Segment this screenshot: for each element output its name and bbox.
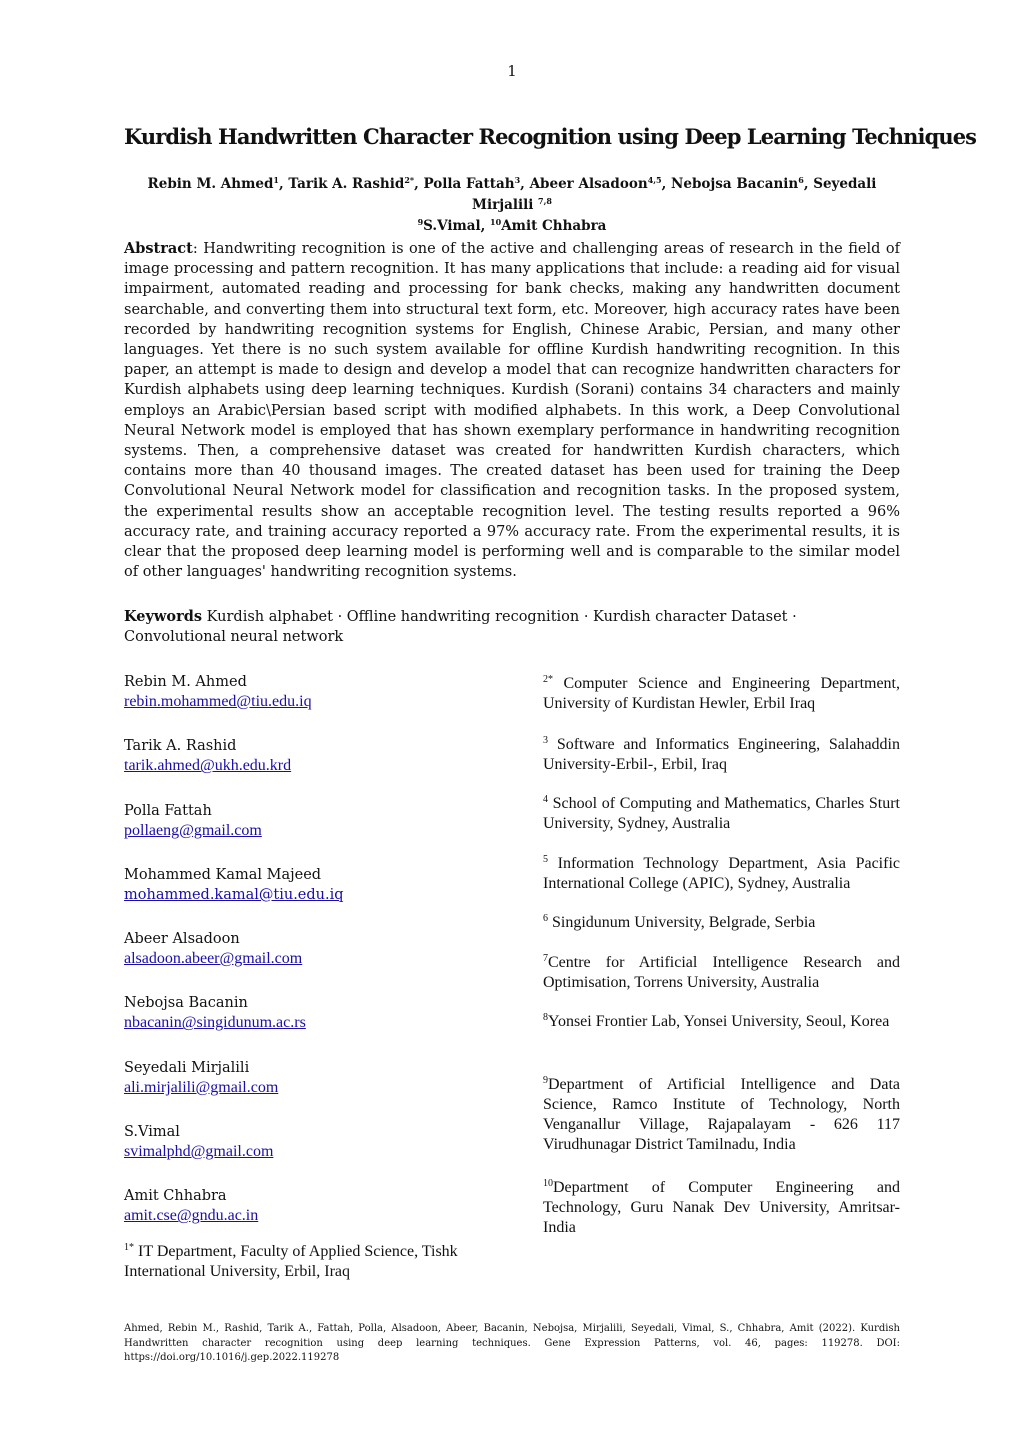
affiliation-item <box>543 674 900 714</box>
affiliation-text: School of Computing and Mathematics, Charles Sturt University, Sydney, Australia <box>543 795 900 832</box>
contact-name: Tarik A. Rashid <box>124 738 237 755</box>
author-list <box>124 174 900 237</box>
affiliation-text: IT Department, Faculty of Applied Science, Tishk International University, Erbil, Iraq <box>124 1243 458 1280</box>
affiliation-text: Yonsei Frontier Lab, Yonsei University, Seoul, Korea <box>548 1013 890 1030</box>
contact-name: Seyedali Mirjalili <box>124 1059 250 1076</box>
keywords-text: Kurdish alphabet · Offline handwriting recognition · Kurdish character Dataset · Convolutional neural network <box>124 609 797 646</box>
author-affil-sup: 4,5 <box>647 175 662 185</box>
affiliation-text: Software and Informatics Engineering, Salahaddin University-Erbil-, Erbil, Iraq <box>543 736 900 773</box>
page-number: 1 <box>507 62 517 80</box>
affiliation-item <box>543 913 900 933</box>
paper-title: Kurdish Handwritten Character Recognition using Deep Learning Techniques <box>124 124 977 149</box>
contact-email-link[interactable]: pollaeng@gmail.com <box>124 821 262 839</box>
affiliation-text: Department of Computer Engineering and Technology, Guru Nanak Dev University, Amritsar-India <box>543 1179 900 1236</box>
contact-entry <box>124 865 524 929</box>
affiliation-sup: 10 <box>543 1178 553 1189</box>
author-affil-sup: 2* <box>404 175 415 185</box>
author-affil-sup: 7,8 <box>538 196 552 206</box>
affiliation-item <box>543 1075 900 1155</box>
contact-name: Polla Fattah <box>124 802 212 819</box>
affiliation-text: Computer Science and Engineering Department, University of Kurdistan Hewler, Erbil Iraq <box>543 675 900 712</box>
author-affil-sup: 6 <box>798 175 804 185</box>
keywords <box>124 607 900 647</box>
contact-entry <box>124 672 524 736</box>
contact-email-link[interactable]: amit.cse@gndu.ac.in <box>124 1207 259 1225</box>
affiliation-sup: 8 <box>543 1012 548 1023</box>
author-name: Amit Chhabra <box>501 218 607 234</box>
affiliation-sup: 5 <box>543 854 548 865</box>
author-name: Seyedali Mirjalili <box>472 176 877 213</box>
affiliation-sup: 6 <box>543 913 548 924</box>
author-name: Abeer Alsadoon <box>529 176 648 192</box>
contact-entry <box>124 929 524 993</box>
contact-email-link[interactable]: nbacanin@singidunum.ac.rs <box>124 1014 306 1032</box>
contact-email-link[interactable]: mohammed.kamal@tiu.edu.iq <box>124 886 344 903</box>
keywords-label: Keywords <box>124 608 203 625</box>
contact-name: Abeer Alsadoon <box>124 931 240 948</box>
affiliation-sup: 3 <box>543 735 548 746</box>
contact-entry <box>124 1122 524 1186</box>
contact-email-link[interactable]: alsadoon.abeer@gmail.com <box>124 950 303 968</box>
abstract <box>124 239 900 582</box>
affiliation-sup: 2* <box>543 674 553 685</box>
affiliation-sup: 7 <box>543 953 548 964</box>
affiliation-item <box>543 1178 900 1238</box>
contact-email-link[interactable]: ali.mirjalili@gmail.com <box>124 1078 279 1096</box>
affiliation-text: Information Technology Department, Asia Pacific International College (APIC), Sydney, Australia <box>543 855 900 892</box>
affiliation-item <box>543 854 900 894</box>
author-contacts <box>124 672 524 1251</box>
affiliation-text: Centre for Artificial Intelligence Research and Optimisation, Torrens University, Australia <box>543 954 900 991</box>
contact-email-link[interactable]: rebin.mohammed@tiu.edu.iq <box>124 693 312 710</box>
contact-entry <box>124 993 524 1057</box>
abstract-text: : Handwriting recognition is one of the active and challenging areas of research in the field of image processing and pattern recognition. It has many applications that include: a reading aid for visual impairment, automated reading and processing for bank checks, making any handwritten document searchable, and converting them into structural text form, etc. Moreover, high accuracy rates have been recorded by handwriting recognition systems for English, Chinese Arabic, Persian, and many other languages. Yet there is no such system available for offline Kurdish handwriting recognition. In this paper, an attempt is made to design and develop a model that can recognize handwritten characters for Kurdish alphabets using deep learning techniques. Kurdish (Sorani) contains 34 characters and mainly employs an Arabic\Persian based script with modified alphabets. In this work, a Deep Convolutional Neural Network model is employed that has shown exemplary performance in handwriting recognition systems. Then, a comprehensive dataset was created for handwritten Kurdish characters, which contains more than 40 thousand images. The created dataset has been used for training the Deep Convolutional Neural Network model for classification and recognition tasks. In the proposed system, the experimental results show an acceptable recognition level. The testing results reported a 96% accuracy rate, and training accuracy reported a 97% accuracy rate. From the experimental results, it is clear that the proposed deep learning model is performing well and is comparable to the similar model of other languages' handwriting recognition systems. <box>124 241 900 581</box>
contact-name: Mohammed Kamal Majeed <box>124 866 322 883</box>
author-affil-sup: 3 <box>514 175 521 185</box>
contact-entry <box>124 1058 524 1122</box>
author-name: Rebin M. Ahmed <box>147 176 274 192</box>
affiliation-sup: 9 <box>543 1075 548 1086</box>
affiliation-1 <box>124 1242 484 1282</box>
affiliation-item <box>543 953 900 993</box>
author-name: Nebojsa Bacanin <box>671 176 799 192</box>
affiliation-item <box>543 1012 900 1032</box>
abstract-label: Abstract <box>124 240 193 257</box>
affiliation-sup: 4 <box>543 794 548 805</box>
author-affil-sup: 1 <box>273 175 279 185</box>
author-line-2: $^9$S.Vimal, $^{10}$Amit Chhabra <box>417 217 607 234</box>
affiliation-text: Singidunum University, Belgrade, Serbia <box>548 914 816 931</box>
affiliation-text: Department of Artificial Intelligence and Data Science, Ramco Institute of Technology, North Venganallur Village, Rajapalayam - 626 117 Virudhunagar District Tamilnadu, India <box>543 1076 900 1153</box>
contact-name: Amit Chhabra <box>124 1188 227 1205</box>
author-affil-sup: 10 <box>490 217 502 227</box>
author-name: S.Vimal <box>423 218 481 234</box>
contact-name: Nebojsa Bacanin <box>124 995 248 1012</box>
contact-name: S.Vimal <box>124 1124 180 1141</box>
author-affil-sup: 9 <box>417 217 424 227</box>
author-line-1: Rebin M. Ahmed$^1$, Tarik A. Rashid$^{2*}$, Polla Fattah$^3$, Abeer Alsadoon$^{4,5}$, Nebojsa Bacanin$^6$, Seyedali Mirjalili $^{7,8}$ <box>147 175 877 213</box>
contact-name: Rebin M. Ahmed <box>124 674 247 690</box>
contact-entry <box>124 801 524 865</box>
contact-email-link[interactable]: svimalphd@gmail.com <box>124 1143 274 1161</box>
author-name: Tarik A. Rashid <box>288 176 405 192</box>
author-name: Polla Fattah <box>423 176 515 192</box>
contact-entry <box>124 736 524 800</box>
affiliation-item <box>543 794 900 834</box>
citation-footer: Ahmed, Rebin M., Rashid, Tarik A., Fattah, Polla, Alsadoon, Abeer, Bacanin, Nebojsa, Mirjalili, Seyedali, Vimal, S., Chhabra, Amit (2022). Kurdish Handwritten character recognition using deep learning techniques. Gene Expression Patterns, vol. 46, pages: 119278. DOI: https://doi.org/10.1016/j.gep.2022.119278 <box>124 1323 900 1363</box>
contact-email-link[interactable]: tarik.ahmed@ukh.edu.krd <box>124 757 292 775</box>
affiliation-sup: 1* <box>124 1242 134 1253</box>
affiliation-item <box>543 735 900 775</box>
